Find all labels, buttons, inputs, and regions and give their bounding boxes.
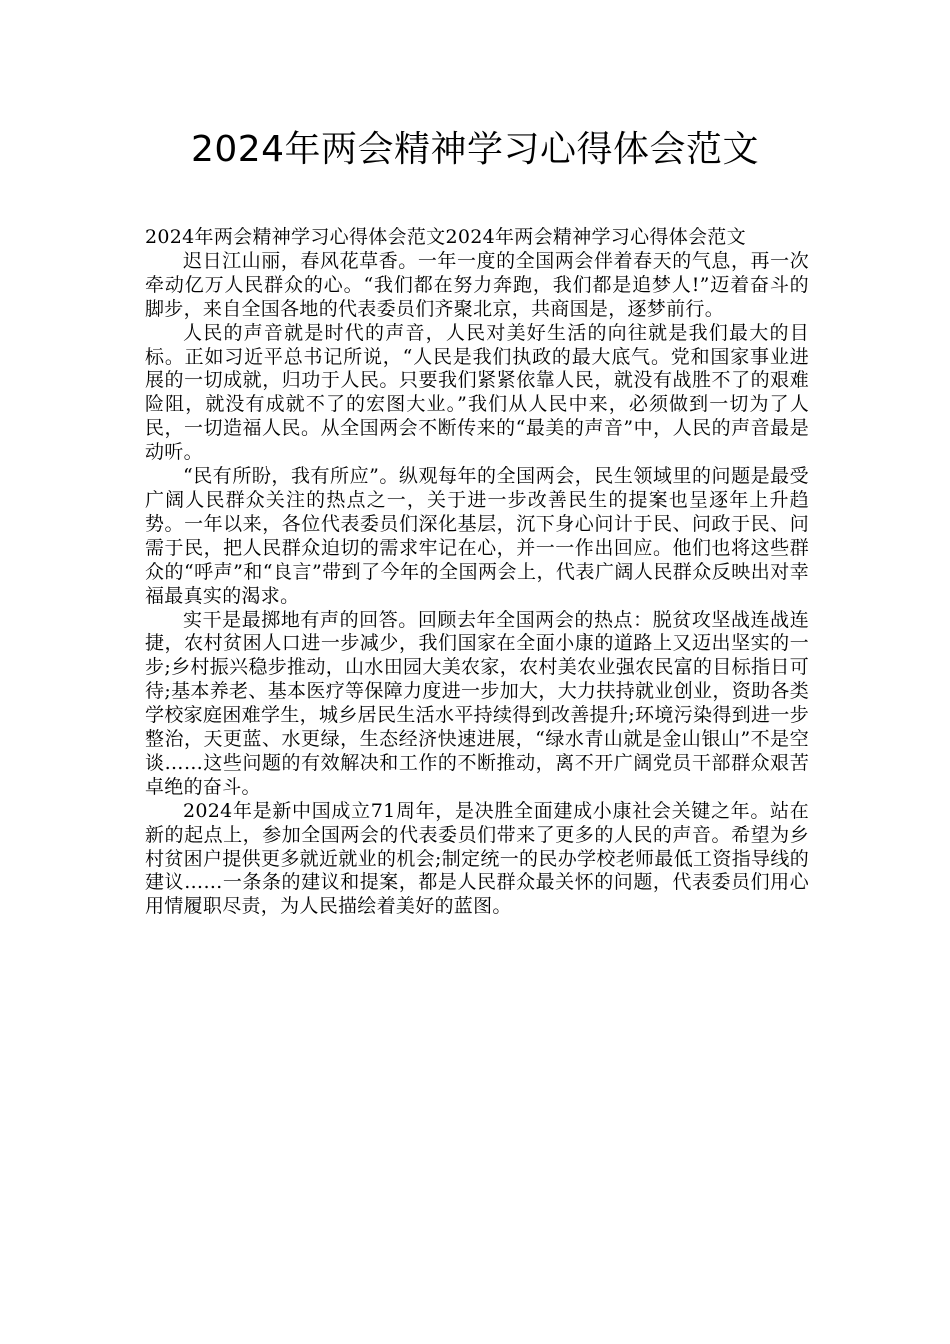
paragraph-4: 实干是最掷地有声的回答。回顾去年全国两会的热点：脱贫攻坚战连战连捷，农村贫困人口进一步减少，我们国家在全面小康的道路上又迈出坚实的一步;乡村振兴稳步推动，山水田园大美农家，农村美农业强农民富的目标指日可待;基本养老、基本医疗等保障力度进一步加大，大力扶持就业创业，资助各类学校家庭困难学生，城乡居民生活水平持续得到改善提升;环境污染得到进一步整治，天更蓝、水更绿，生态经济快速进展，“绿水青山就是金山银山”不是空谈……这些问题的有效解决和工作的不断推动，离不开广阔党员干部群众艰苦卓绝的奋斗。 (145, 608, 809, 798)
paragraph-3: “民有所盼，我有所应”。纵观每年的全国两会，民生领域里的问题是最受广阔人民群众关注的热点之一，关于进一步改善民生的提案也呈逐年上升趋势。一年以来，各位代表委员们深化基层，沉下身心问计于民、问政于民、问需于民，把人民群众迫切的需求牢记在心，并一一作出回应。他们也将这些群众的“呼声”和“良言”带到了今年的全国两会上，代表广阔人民群众反映出对幸福最真实的渴求。 (145, 465, 809, 607)
document-body (145, 226, 809, 919)
paragraph-1: 迟日江山丽，春风花草香。一年一度的全国两会伴着春天的气息，再一次牵动亿万人民群众的心。“我们都在努力奔跑，我们都是追梦人!”迈着奋斗的脚步，来自全国各地的代表委员们齐聚北京，共商国是，逐梦前行。 (145, 249, 809, 320)
document-subtitle: 2024年两会精神学习心得体会范文2024年两会精神学习心得体会范文 (145, 226, 746, 248)
paragraph-2: 人民的声音就是时代的声音，人民对美好生活的向往就是我们最大的目标。正如习近平总书记所说，“人民是我们执政的最大底气。党和国家事业进展的一切成就，归功于人民。只要我们紧紧依靠人民，就没有战胜不了的艰难险阻，就没有成就不了的宏图大业。”我们从人民中来，必须做到一切为了人民，一切造福人民。从全国两会不断传来的“最美的声音”中，人民的声音最是动听。 (145, 321, 809, 464)
document-title: 2024年两会精神学习心得体会范文 (190, 129, 760, 170)
paragraph-5: 2024年是新中国成立71周年，是决胜全面建成小康社会关键之年。站在新的起点上，参加全国两会的代表委员们带来了更多的人民的声音。希望为乡村贫困户提供更多就近就业的机会;制定统一的民办学校老师最低工资指导线的建议……一条条的建议和提案，都是人民群众最关怀的问题，代表委员们用心用情履职尽责，为人民描绘着美好的蓝图。 (145, 799, 809, 918)
